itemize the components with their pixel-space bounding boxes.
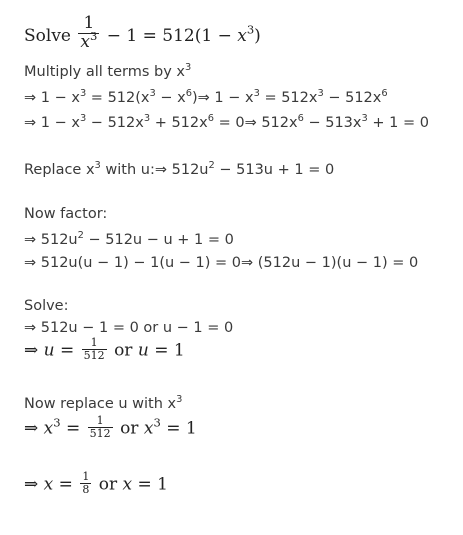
x-cubed-result: ⇒ $x^3$ = $\frac{1}{512}$ or $x^3 = 1$ [24,414,197,440]
factor-heading: Now factor: [24,206,108,222]
factor-line-1: ⇒ $512u^2 - 512u - u + 1 = 0$ [24,229,234,248]
replace-line: Replace $x^3$ with u:⇒ $512u^2 - 513u + 1 = 0$ [24,159,335,178]
solve-line-1: ⇒ 512u − 1 = 0 or u − 1 = 0 [24,320,234,336]
solve-heading: Solve: [24,298,69,314]
final-answer: ⇒ x = $\frac{1}{8}$ or x = 1 [24,470,168,496]
solve-word: Solve [24,25,71,46]
problem-statement: Solve $\frac{1}{x^3}$ − $1 = 512(1 - x^3)$ [24,13,261,52]
multiply-line-2: ⇒ $1 - x^3 - 512x^3 + 512x^6$ = 0⇒ $512x^6 - 513x^3 + 1 = 0$ [24,112,429,131]
equation-rest: − 1 = 512(1 − [106,25,238,46]
fraction-denominator: $x^3$ [80,28,98,52]
problem-fraction [78,15,99,52]
solve-u-result: ⇒ u = $\frac{1}{512}$ or u = 1 [24,336,185,362]
multiply-line-1: ⇒ $1 - x^3 = 512(x^3$ − $x^6)\Rightarrow$ $1 - x^3 = 512x^3 - 512x^6$ [24,87,388,106]
factor-line-2: ⇒ 512u(u − 1) − 1(u − 1) = 0⇒ (512u − 1)(u − 1) = 0 [24,255,419,271]
fraction-numerator: 1 [78,15,99,34]
multiply-heading: Multiply all terms by $x^3$ [24,61,192,80]
replace-back-heading: Now replace u with $x^3$ [24,393,183,412]
